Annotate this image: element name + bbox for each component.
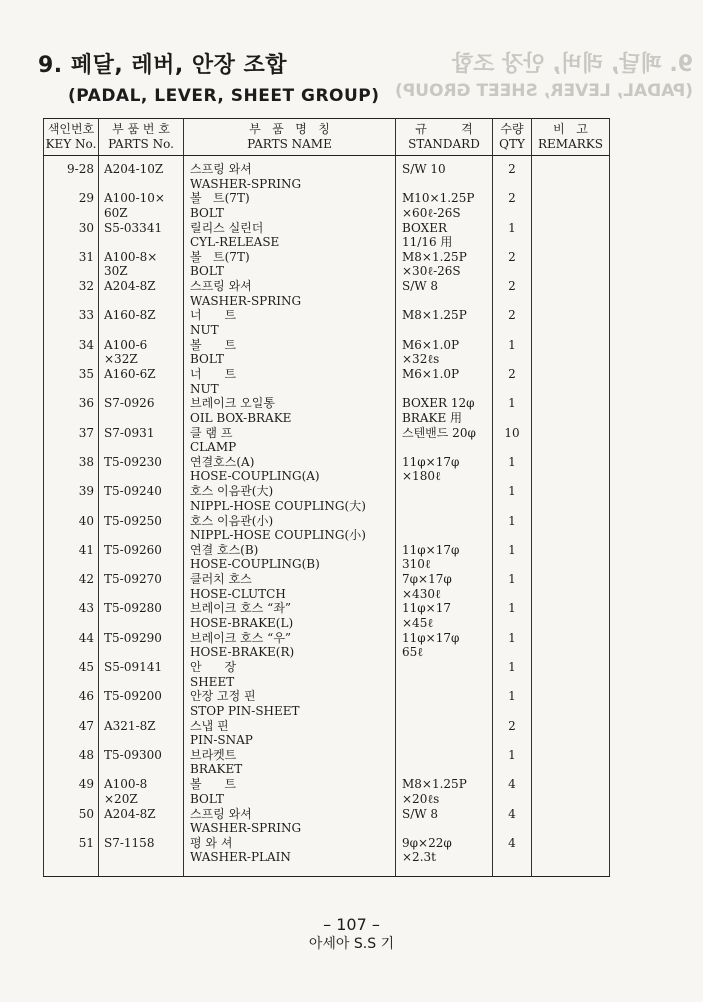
qty-cell: 2 bbox=[493, 250, 532, 279]
part-no-cell: T5-09200 bbox=[99, 689, 184, 718]
key-cell: 49 bbox=[44, 777, 99, 806]
part-no-cell: A160-8Z bbox=[99, 308, 184, 337]
table-row bbox=[44, 807, 610, 836]
parts-name-cell: 스프링 와셔 WASHER-SPRING bbox=[184, 807, 396, 836]
header-qty: 수량 QTY bbox=[493, 119, 532, 156]
part-no-cell: T5-09290 bbox=[99, 631, 184, 660]
parts-name-cell: 연결호스(A) HOSE-COUPLING(A) bbox=[184, 455, 396, 484]
part-no-cell: S5-03341 bbox=[99, 221, 184, 250]
key-cell: 41 bbox=[44, 543, 99, 572]
standard-cell: S/W 10 bbox=[396, 156, 493, 192]
key-cell: 36 bbox=[44, 396, 99, 425]
parts-name-cell: 연결 호스(B) HOSE-COUPLING(B) bbox=[184, 543, 396, 572]
remarks-cell bbox=[532, 221, 610, 250]
part-no-cell: A100-8× 30Z bbox=[99, 250, 184, 279]
qty-cell: 4 bbox=[493, 836, 532, 877]
remarks-cell bbox=[532, 396, 610, 425]
table-header-row bbox=[44, 119, 610, 156]
standard-cell: 11φ×17φ 65ℓ bbox=[396, 631, 493, 660]
key-cell: 37 bbox=[44, 426, 99, 455]
qty-cell: 4 bbox=[493, 807, 532, 836]
part-no-cell: T5-09300 bbox=[99, 748, 184, 777]
parts-name-cell: 호스 이음관(大) NIPPL-HOSE COUPLING(大) bbox=[184, 484, 396, 513]
remarks-cell bbox=[532, 660, 610, 689]
parts-name-cell: 볼 트 BOLT bbox=[184, 777, 396, 806]
page-title bbox=[38, 48, 380, 106]
table-row bbox=[44, 836, 610, 877]
header-parts-name: 부 품 명 칭 PARTS NAME bbox=[184, 119, 396, 156]
header-key: 색인번호 KEY No. bbox=[44, 119, 99, 156]
qty-cell: 1 bbox=[493, 338, 532, 367]
standard-cell: M8×1.25P bbox=[396, 308, 493, 337]
parts-name-cell: 평 와 셔 WASHER-PLAIN bbox=[184, 836, 396, 877]
key-cell: 33 bbox=[44, 308, 99, 337]
part-no-cell: A204-8Z bbox=[99, 807, 184, 836]
parts-name-cell: 브라켓트 BRAKET bbox=[184, 748, 396, 777]
standard-cell: 11φ×17 ×45ℓ bbox=[396, 601, 493, 630]
bleed-through-text: 9. 페달, 레버, 안장 조합 (PADAL, LEVER, SHEET GROUP) bbox=[395, 52, 694, 101]
table-row bbox=[44, 308, 610, 337]
key-cell: 51 bbox=[44, 836, 99, 877]
parts-name-cell: 스냅 핀 PIN-SNAP bbox=[184, 719, 396, 748]
standard-cell bbox=[396, 689, 493, 718]
title-english: (PADAL, LEVER, SHEET GROUP) bbox=[68, 86, 380, 106]
remarks-cell bbox=[532, 250, 610, 279]
header-remarks: 비 고 REMARKS bbox=[532, 119, 610, 156]
key-cell: 50 bbox=[44, 807, 99, 836]
table-row bbox=[44, 601, 610, 630]
remarks-cell bbox=[532, 308, 610, 337]
parts-name-cell: 스프링 와셔 WASHER-SPRING bbox=[184, 156, 396, 192]
part-no-cell: A100-6 ×32Z bbox=[99, 338, 184, 367]
part-no-cell: A100-8 ×20Z bbox=[99, 777, 184, 806]
parts-name-cell: 호스 이음관(小) NIPPL-HOSE COUPLING(小) bbox=[184, 514, 396, 543]
parts-name-cell: 볼 트 BOLT bbox=[184, 338, 396, 367]
table-row bbox=[44, 543, 610, 572]
table-row bbox=[44, 660, 610, 689]
qty-cell: 1 bbox=[493, 631, 532, 660]
key-cell: 30 bbox=[44, 221, 99, 250]
standard-cell bbox=[396, 484, 493, 513]
part-no-cell: S7-0931 bbox=[99, 426, 184, 455]
qty-cell: 2 bbox=[493, 279, 532, 308]
parts-table bbox=[43, 118, 610, 877]
part-no-cell: S5-09141 bbox=[99, 660, 184, 689]
table-row bbox=[44, 367, 610, 396]
parts-name-cell: 안 장 SHEET bbox=[184, 660, 396, 689]
key-cell: 31 bbox=[44, 250, 99, 279]
parts-name-cell: 스프링 와셔 WASHER-SPRING bbox=[184, 279, 396, 308]
key-cell: 39 bbox=[44, 484, 99, 513]
remarks-cell bbox=[532, 572, 610, 601]
remarks-cell bbox=[532, 191, 610, 220]
page-number: – 107 – bbox=[323, 915, 380, 934]
standard-cell: M8×1.25P ×30ℓ-26S bbox=[396, 250, 493, 279]
key-cell: 29 bbox=[44, 191, 99, 220]
part-no-cell: T5-09280 bbox=[99, 601, 184, 630]
qty-cell: 2 bbox=[493, 191, 532, 220]
qty-cell: 2 bbox=[493, 367, 532, 396]
key-cell: 38 bbox=[44, 455, 99, 484]
table-row bbox=[44, 484, 610, 513]
standard-cell: 11φ×17φ 310ℓ bbox=[396, 543, 493, 572]
remarks-cell bbox=[532, 631, 610, 660]
remarks-cell bbox=[532, 836, 610, 877]
qty-cell: 1 bbox=[493, 572, 532, 601]
parts-name-cell: 볼 트(7T) BOLT bbox=[184, 191, 396, 220]
remarks-cell bbox=[532, 338, 610, 367]
parts-name-cell: 브레이크 호스 “우” HOSE-BRAKE(R) bbox=[184, 631, 396, 660]
part-no-cell: A204-8Z bbox=[99, 279, 184, 308]
key-cell: 48 bbox=[44, 748, 99, 777]
remarks-cell bbox=[532, 543, 610, 572]
part-no-cell: S7-0926 bbox=[99, 396, 184, 425]
qty-cell: 1 bbox=[493, 396, 532, 425]
parts-name-cell: 너 트 NUT bbox=[184, 308, 396, 337]
part-no-cell: A321-8Z bbox=[99, 719, 184, 748]
standard-cell: BOXER 12φ BRAKE 用 bbox=[396, 396, 493, 425]
standard-cell: 9φ×22φ ×2.3t bbox=[396, 836, 493, 877]
qty-cell: 1 bbox=[493, 660, 532, 689]
table-row bbox=[44, 719, 610, 748]
standard-cell: 스텐밴드 20φ bbox=[396, 426, 493, 455]
part-no-cell: S7-1158 bbox=[99, 836, 184, 877]
standard-cell bbox=[396, 719, 493, 748]
remarks-cell bbox=[532, 426, 610, 455]
qty-cell: 1 bbox=[493, 455, 532, 484]
qty-cell: 1 bbox=[493, 748, 532, 777]
qty-cell: 1 bbox=[493, 484, 532, 513]
standard-cell: 7φ×17φ ×430ℓ bbox=[396, 572, 493, 601]
part-no-cell: T5-09250 bbox=[99, 514, 184, 543]
qty-cell: 2 bbox=[493, 308, 532, 337]
parts-name-cell: 브레이크 호스 “좌” HOSE-BRAKE(L) bbox=[184, 601, 396, 630]
key-cell: 32 bbox=[44, 279, 99, 308]
qty-cell: 1 bbox=[493, 689, 532, 718]
table-row bbox=[44, 514, 610, 543]
key-cell: 9-28 bbox=[44, 156, 99, 192]
part-no-cell: T5-09240 bbox=[99, 484, 184, 513]
table-row bbox=[44, 572, 610, 601]
part-no-cell: T5-09260 bbox=[99, 543, 184, 572]
table-row bbox=[44, 191, 610, 220]
key-cell: 42 bbox=[44, 572, 99, 601]
remarks-cell bbox=[532, 777, 610, 806]
remarks-cell bbox=[532, 601, 610, 630]
standard-cell: S/W 8 bbox=[396, 279, 493, 308]
qty-cell: 10 bbox=[493, 426, 532, 455]
standard-cell bbox=[396, 748, 493, 777]
key-cell: 34 bbox=[44, 338, 99, 367]
standard-cell bbox=[396, 514, 493, 543]
part-no-cell: T5-09270 bbox=[99, 572, 184, 601]
remarks-cell bbox=[532, 279, 610, 308]
part-no-cell: T5-09230 bbox=[99, 455, 184, 484]
remarks-cell bbox=[532, 719, 610, 748]
remarks-cell bbox=[532, 484, 610, 513]
part-no-cell: A100-10× 60Z bbox=[99, 191, 184, 220]
table-row bbox=[44, 426, 610, 455]
table-row bbox=[44, 455, 610, 484]
qty-cell: 2 bbox=[493, 719, 532, 748]
parts-name-cell: 너 트 NUT bbox=[184, 367, 396, 396]
qty-cell: 1 bbox=[493, 221, 532, 250]
remarks-cell bbox=[532, 367, 610, 396]
publisher-name: 아세아 S.S 기 bbox=[308, 936, 395, 952]
standard-cell: BOXER 11/16 用 bbox=[396, 221, 493, 250]
key-cell: 44 bbox=[44, 631, 99, 660]
table-row bbox=[44, 777, 610, 806]
table-row bbox=[44, 250, 610, 279]
qty-cell: 1 bbox=[493, 514, 532, 543]
table-row bbox=[44, 156, 610, 192]
remarks-cell bbox=[532, 514, 610, 543]
table-row bbox=[44, 631, 610, 660]
table-row bbox=[44, 396, 610, 425]
table-row bbox=[44, 221, 610, 250]
title-korean: 9. 페달, 레버, 안장 조합 bbox=[38, 53, 288, 78]
table-row bbox=[44, 748, 610, 777]
parts-name-cell: 볼 트(7T) BOLT bbox=[184, 250, 396, 279]
standard-cell: M6×1.0P ×32ℓs bbox=[396, 338, 493, 367]
key-cell: 46 bbox=[44, 689, 99, 718]
remarks-cell bbox=[532, 689, 610, 718]
remarks-cell bbox=[532, 748, 610, 777]
qty-cell: 2 bbox=[493, 156, 532, 192]
key-cell: 35 bbox=[44, 367, 99, 396]
table-row bbox=[44, 338, 610, 367]
header-part-no: 부 품 번 호 PARTS No. bbox=[99, 119, 184, 156]
table-row bbox=[44, 279, 610, 308]
remarks-cell bbox=[532, 455, 610, 484]
standard-cell bbox=[396, 660, 493, 689]
key-cell: 43 bbox=[44, 601, 99, 630]
parts-name-cell: 클 램 프 CLAMP bbox=[184, 426, 396, 455]
part-no-cell: A160-6Z bbox=[99, 367, 184, 396]
standard-cell: M8×1.25P ×20ℓs bbox=[396, 777, 493, 806]
standard-cell: M6×1.0P bbox=[396, 367, 493, 396]
parts-name-cell: 클러치 호스 HOSE-CLUTCH bbox=[184, 572, 396, 601]
table-row bbox=[44, 689, 610, 718]
key-cell: 47 bbox=[44, 719, 99, 748]
parts-name-cell: 안장 고정 핀 STOP PIN-SHEET bbox=[184, 689, 396, 718]
key-cell: 40 bbox=[44, 514, 99, 543]
standard-cell: S/W 8 bbox=[396, 807, 493, 836]
parts-name-cell: 릴리스 실린더 CYL-RELEASE bbox=[184, 221, 396, 250]
standard-cell: M10×1.25P ×60ℓ-26S bbox=[396, 191, 493, 220]
remarks-cell bbox=[532, 807, 610, 836]
qty-cell: 4 bbox=[493, 777, 532, 806]
key-cell: 45 bbox=[44, 660, 99, 689]
part-no-cell: A204-10Z bbox=[99, 156, 184, 192]
remarks-cell bbox=[532, 156, 610, 192]
parts-name-cell: 브레이크 오일통 OIL BOX-BRAKE bbox=[184, 396, 396, 425]
qty-cell: 1 bbox=[493, 601, 532, 630]
header-standard: 규 격 STANDARD bbox=[396, 119, 493, 156]
standard-cell: 11φ×17φ ×180ℓ bbox=[396, 455, 493, 484]
qty-cell: 1 bbox=[493, 543, 532, 572]
